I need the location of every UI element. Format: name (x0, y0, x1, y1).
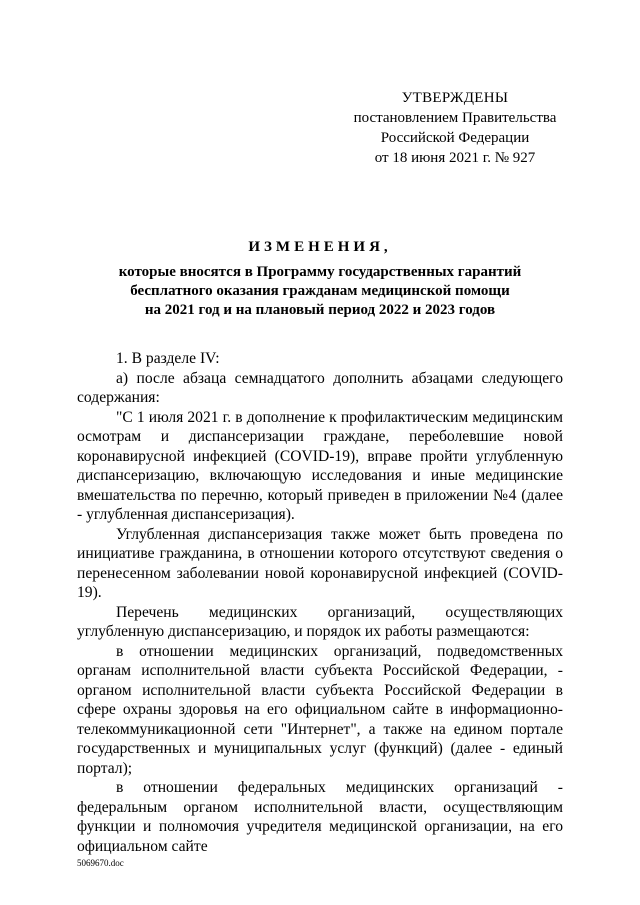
heading-subtitle-1: которые вносятся в Программу государственных гарантий (118, 264, 522, 280)
heading-title: ИЗМЕНЕНИЯ, (248, 239, 392, 255)
approval-line-3: от 18 июня 2021 г. № 927 (374, 150, 536, 166)
approval-title: УТВЕРЖДЕНЫ (401, 90, 509, 106)
paragraph-quote-1: "С 1 июля 2021 г. в дополнение к профилактическим медицинским осмотрам и диспансеризации граждане, переболевшие новой коронавирусной инфекцией (COVID-19), вправе пройти углубленную диспансеризацию, включающую исследования и иные медицинские вмешательства по перечню, который приведен в приложении №4 (далее - углубленная диспансеризация). (77, 408, 563, 523)
approval-line-2: Российской Федерации (380, 130, 530, 146)
paragraph-quote-2: Углубленная диспансеризация также может быть проведена по инициативе гражданина, в отношении которого отсутствуют сведения о перенесенном заболевании новой коронавирусной инфекцией (COVID-19). (77, 525, 563, 601)
document-file-code: 5069670.doc (77, 858, 124, 868)
paragraph-quote-4: в отношении медицинских организаций, подведомственных органам исполнительной власти субъекта Российской Федерации, - органом исполнительной власти субъекта Российской Федерации в сфере охраны здоровья на его официальном сайте в информационно-телекоммуникационной сети "Интернет", а также на едином портале государственных и муниципальных услуг (функций) (далее - единый портал); (77, 642, 563, 777)
document-heading (60, 237, 580, 320)
approval-line-1: постановлением Правительства (353, 110, 557, 126)
approval-stamp (330, 88, 580, 168)
heading-subtitle-3: на 2021 год и на плановый период 2022 и 2023 годов (144, 302, 496, 318)
document-body (77, 349, 563, 856)
paragraph-a: а) после абзаца семнадцатого дополнить абзацами следующего содержания: (77, 369, 563, 406)
paragraph-section: 1. В разделе IV: (116, 350, 220, 367)
paragraph-quote-5: в отношении федеральных медицинских организаций - федеральным органом исполнительной власти, осуществляющим функции и полномочия учредителя медицинской организации, на его официальном сайте (77, 779, 563, 855)
paragraph-quote-3: Перечень медицинских организаций, осуществляющих углубленную диспансеризацию, и порядок их работы размещаются: (77, 603, 563, 640)
heading-subtitle-2: бесплатного оказания гражданам медицинской помощи (130, 283, 510, 299)
